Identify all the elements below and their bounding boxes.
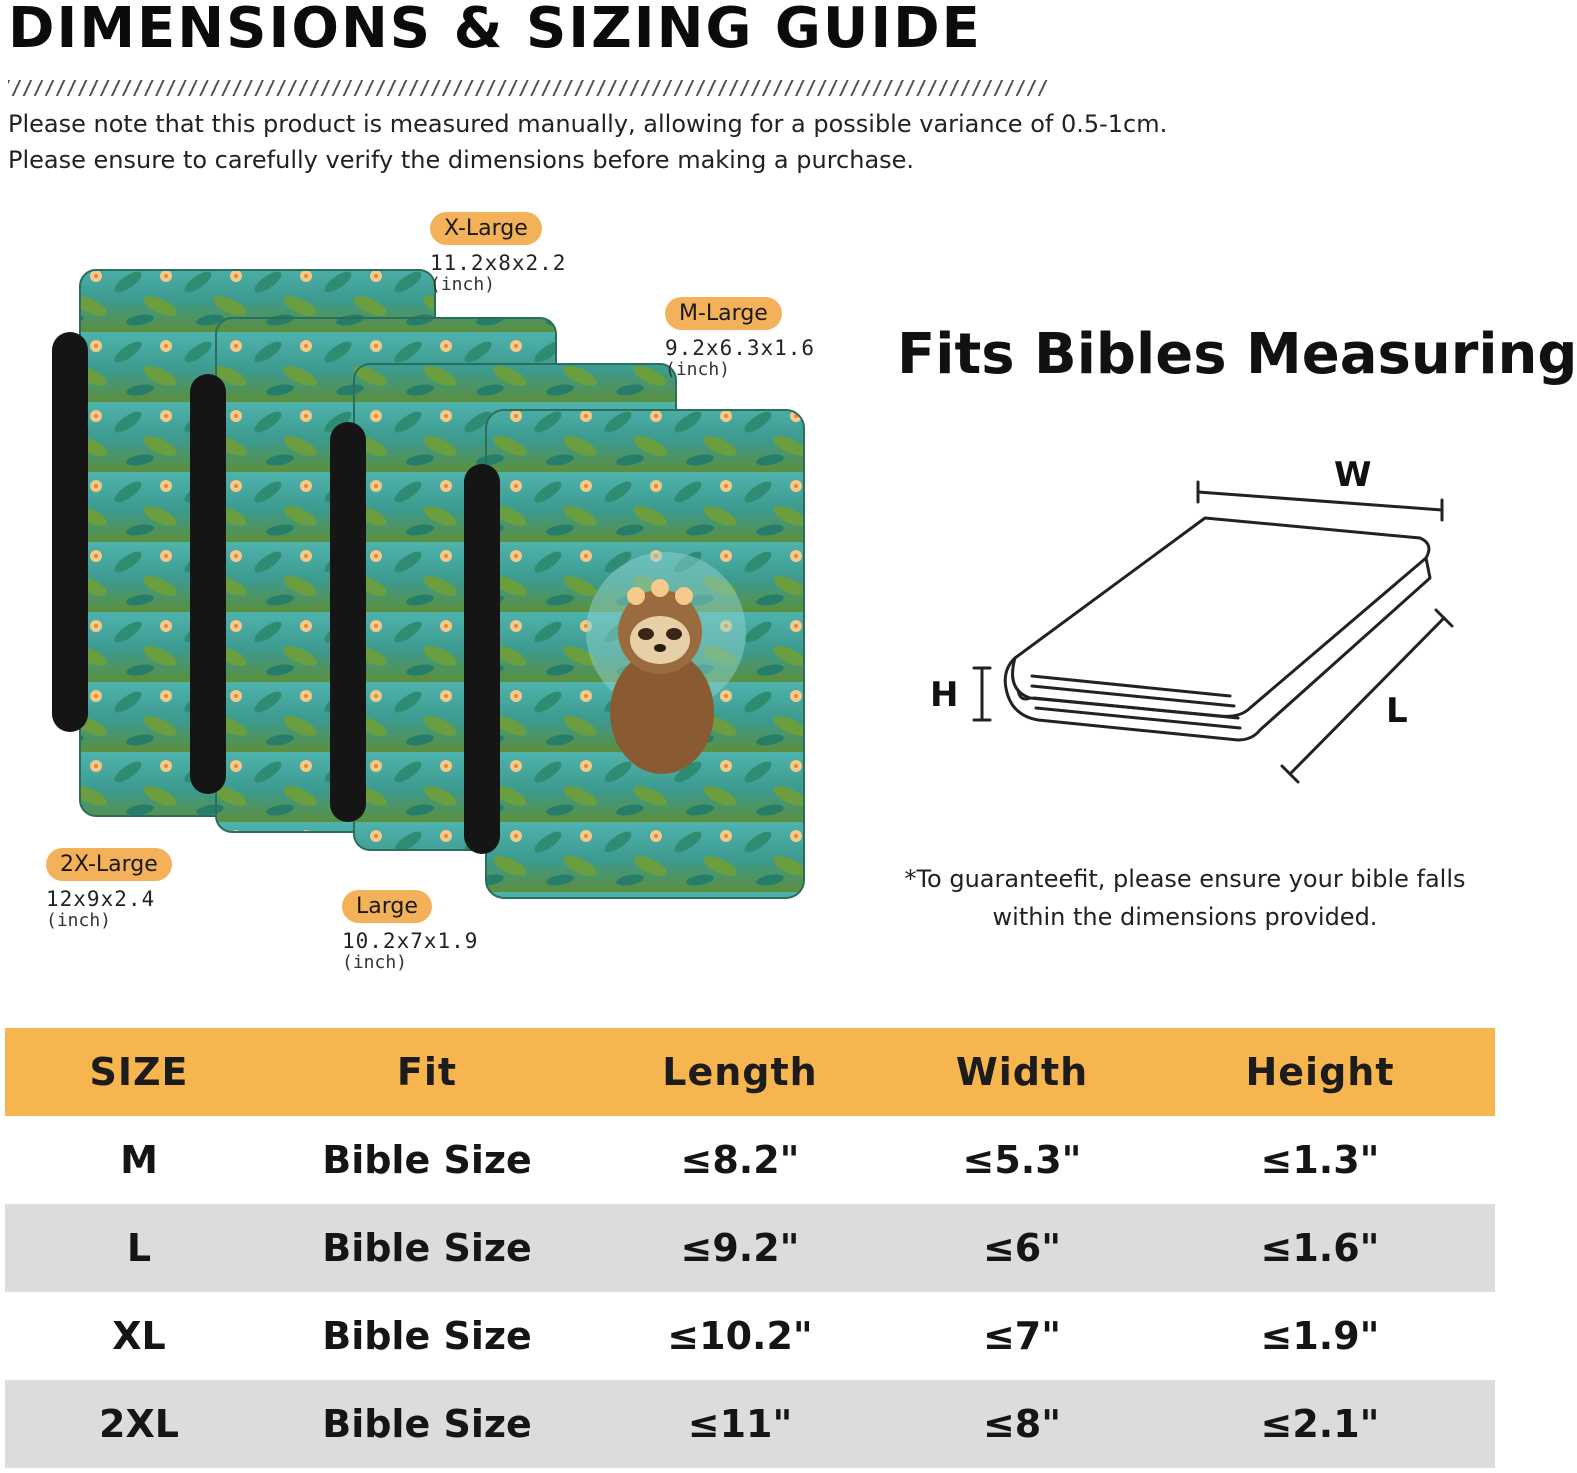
header-fit: Fit — [273, 1028, 581, 1116]
size-pill: M-Large — [665, 297, 782, 330]
size-unit: (inch) — [430, 274, 496, 295]
guarantee-line: *To guaranteefit, please ensure your bible falls — [904, 865, 1466, 893]
fits-bibles-heading: Fits Bibles Measuring — [897, 322, 1577, 387]
size-pill: X-Large — [430, 212, 542, 245]
size-dims: 11.2x8x2.2 — [430, 251, 567, 275]
header-size: SIZE — [5, 1028, 273, 1116]
handle-strap — [52, 332, 88, 732]
header-length: Length — [581, 1028, 899, 1116]
cell-width: ≤5.3" — [962, 1138, 1082, 1182]
size-unit: (inch) — [342, 952, 408, 973]
cell-size: 2XL — [5, 1380, 273, 1468]
cell-fit: Bible Size — [322, 1138, 532, 1182]
cell-width: ≤6" — [899, 1204, 1145, 1292]
measurement-note: Please note that this product is measured manually, allowing for a possible variance of 0.5-1cm. — [8, 110, 1168, 138]
size-dims: 12x9x2.4 — [46, 887, 156, 911]
size-dims: 10.2x7x1.9 — [342, 929, 479, 953]
cell-height: ≤1.3" — [1260, 1138, 1380, 1182]
table-row — [5, 1204, 1495, 1292]
cell-size: XL — [112, 1314, 166, 1358]
size-tag-mlarge — [665, 297, 815, 380]
table-row — [5, 1116, 1495, 1204]
cell-length: ≤11" — [581, 1380, 899, 1468]
cell-length: ≤10.2" — [667, 1314, 813, 1358]
cover-mlarge — [464, 410, 804, 898]
size-pill: 2X-Large — [46, 848, 172, 881]
verify-note: Please ensure to carefully verify the dimensions before making a purchase. — [8, 146, 915, 174]
cell-length: ≤9.2" — [581, 1204, 899, 1292]
header-height: Height — [1145, 1028, 1495, 1116]
table-row — [5, 1380, 1495, 1468]
size-dims: 9.2x6.3x1.6 — [665, 336, 816, 360]
book-dimension-diagram — [920, 440, 1480, 800]
cell-size: M — [120, 1138, 158, 1182]
size-unit: (inch) — [46, 910, 112, 931]
table-header-row — [5, 1028, 1495, 1116]
cell-height: ≤1.6" — [1145, 1204, 1495, 1292]
cell-width: ≤8" — [899, 1380, 1145, 1468]
height-label: H — [930, 675, 959, 715]
cell-height: ≤1.9" — [1260, 1314, 1380, 1358]
cell-fit: Bible Size — [273, 1380, 581, 1468]
cell-size: L — [5, 1204, 273, 1292]
size-pill: Large — [342, 890, 432, 923]
size-tag-large — [342, 890, 478, 973]
cell-width: ≤7" — [982, 1314, 1062, 1358]
size-chart-table — [5, 1028, 1495, 1468]
guarantee-line: within the dimensions provided. — [992, 903, 1378, 931]
cell-fit: Bible Size — [273, 1204, 581, 1292]
size-tag-2xlarge — [46, 848, 172, 931]
fit-guarantee-note — [880, 860, 1490, 936]
width-label: W — [1334, 455, 1372, 495]
length-label: L — [1386, 691, 1408, 731]
table-row — [5, 1292, 1495, 1380]
decorative-hatch-divider — [8, 80, 1048, 96]
size-tag-xlarge — [430, 212, 566, 295]
header-width: Width — [899, 1028, 1145, 1116]
page-title: DIMENSIONS & SIZING GUIDE — [8, 0, 982, 61]
size-unit: (inch) — [665, 359, 731, 380]
cell-height: ≤2.1" — [1145, 1380, 1495, 1468]
cell-fit: Bible Size — [322, 1314, 532, 1358]
cell-length: ≤8.2" — [680, 1138, 800, 1182]
